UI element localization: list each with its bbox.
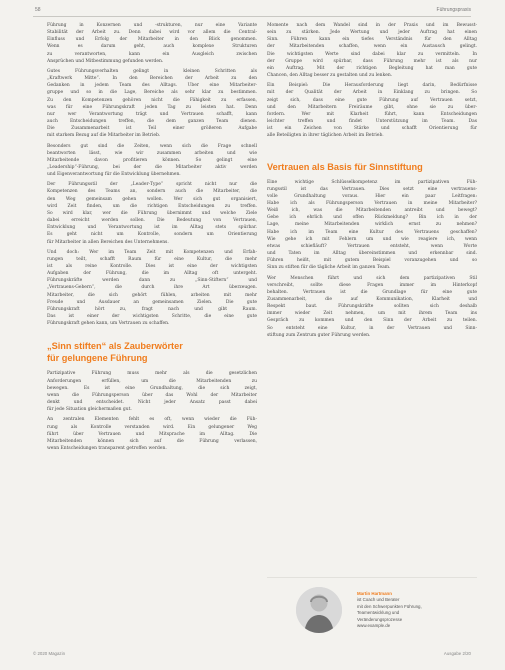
body-text-line: zu verantworten, kann ein Ausgleich zwischen <box>47 51 257 57</box>
body-text-line: ein Auftrag. Mit der richtigen Begleitung hat man gute <box>267 65 477 71</box>
body-text-line: Weiß ich, was die Mitarbeitenden antreibt und bewegt? <box>267 208 477 214</box>
body-text-line: Wie gehe ich mit Fehlern um und wie reagiere ich, wenn <box>267 236 477 242</box>
body-text-line: Entwicklung und Verantwortung ist im Alltag stets spürbar. <box>47 225 257 231</box>
body-text-line: beantworten lässt, wie wir zusammen arbeiten und wie <box>47 150 257 156</box>
body-text-line: Habe ich im Team eine Kultur des Vertrauens geschaffen? <box>267 229 477 235</box>
body-text-line: den Weg gemeinsam gehen wollen. Wer sich gut organisiert, <box>47 196 257 202</box>
body-text-line: Anforderungen erfüllen, um die Mitarbeitenden zu <box>47 378 257 384</box>
running-header <box>33 6 471 17</box>
body-text-line: volle Grundhaltung voraus. Hier ein paar Leitfragen: <box>267 193 477 199</box>
right-body-bottom <box>267 179 477 339</box>
body-text-line: Gebe ich ehrlich und offen Rückmeldung? Bin ich in der <box>267 215 477 221</box>
body-text-line: Der Führungsstil der „Leader-Type“ spricht nicht nur die <box>47 182 257 188</box>
body-text-line: verschreibt, sollte diese Fragen immer im Hinterkopf <box>267 282 477 288</box>
body-paragraph <box>47 22 257 65</box>
body-paragraph <box>47 68 257 140</box>
body-text-line: Momente nach dem Wandel sind in der Praxis und im Bewusst- <box>267 23 477 28</box>
body-text-line: mit starkem Bezug auf die Mitarbeiter im Betrieb. <box>47 133 161 139</box>
body-text-line: rungen teilt, schafft Raum für eine Kultur, die mehr <box>47 256 257 262</box>
footer-left: © 2020 Magazin <box>33 651 66 656</box>
body-paragraph <box>47 249 257 328</box>
body-text-line: rungsstil ist das Vertrauen. Dies setzt eine vertrauens- <box>267 186 477 192</box>
body-paragraph <box>267 22 477 79</box>
body-text-line: Die wichtigsten Werte sind dabei klar zu vermitteln. In <box>267 51 477 57</box>
body-text-line: und den Mitarbeitern Freiräume gibt, ohne sie zu über- <box>267 104 477 110</box>
body-text-line: Sinn zu stiften für die tägliche Arbeit im ganzen Team. <box>267 265 391 271</box>
body-text-line: Das ist einer der wichtigsten Schritte, die eine gute <box>47 314 257 320</box>
author-name: Martin Hartmann <box>357 591 392 596</box>
body-text-line: Wenn es darum geht, auch komplexe Strukturen <box>47 44 257 50</box>
body-paragraph <box>47 370 257 413</box>
body-text-line: Führungskraft hört zu, fragt nach und gibt Raum. <box>47 306 257 312</box>
body-text-line: „Vertrauens-Gebern“, die durch ihre Art überzeugen. <box>47 285 257 291</box>
body-text-line: Eine wichtige Schlüsselkompetenz im partizipativen Füh- <box>267 179 477 185</box>
author-divider <box>267 577 477 578</box>
body-text-line: der Mitarbeitenden schaffen, wenn ein Austausch gelingt. <box>267 44 477 50</box>
body-text-line: Und doch: Wer im Team Zeit mit Kompetenzen und Erfah- <box>47 249 257 255</box>
body-paragraph <box>267 275 477 339</box>
body-text-line: was für eine Führungskraft jeden Tag zu leisten hat. Denn <box>47 104 257 110</box>
body-text-line: Respekt baut. Führungskräfte sollten sich deshalb <box>267 304 477 310</box>
body-text-line: alle Beteiligten in ihrer täglichen Arbeit im Betrieb. <box>267 133 384 139</box>
body-text-line: ist als reine Kontrolle. Dies ist eine der wichtigsten <box>47 264 257 269</box>
body-text-line: Aufgaben der Führung, die im Alltag oft untergeht. <box>47 271 257 277</box>
body-text-line: nur wer Verantwortung trägt und Vertrauen schafft, kann <box>47 111 257 117</box>
body-text-line: wenn die Führungsperson über das Wohl der Mitarbeiter <box>47 392 257 398</box>
body-text-line: Mitarbeiter, die sich gehört fühlen, arbeiten mit mehr <box>47 292 257 298</box>
author-line: Teamentwicklung und <box>357 610 400 616</box>
body-text-line: leichter treffen und findet Unterstützung im Team. Das <box>267 119 477 125</box>
body-text-line: für jede Situation gleichermaßen gut. <box>47 407 132 413</box>
body-text-line: zeigt sich, dass eine gute Führung auf Vertrauen setzt, <box>267 97 477 103</box>
body-text-line: Gespräch zu kommen und den Sinn der Arbeit zu teilen. <box>267 318 477 324</box>
author-line: Veränderungsprozesse <box>357 616 403 622</box>
body-text-line: Zusammenarbeit, die auf Kommunikation, Klarheit und <box>267 297 477 302</box>
body-text-line: Kompetenzen des Teams an, sondern auch die Mitarbeiter, die <box>47 189 257 195</box>
page-number: 58 <box>35 7 41 13</box>
body-text-line: mit der Qualität der Arbeit in Einklang zu bringen. So <box>267 90 477 96</box>
body-text-line: behalten. Vertrauen ist die Grundlage für eine gute <box>267 289 477 295</box>
author-bio <box>357 591 477 629</box>
body-text-line: Wer Menschen führt und sich dem partizipativen Stil <box>267 275 477 281</box>
right-section-heading: Vertrauen als Basis für Sinnstiftung <box>267 161 423 172</box>
body-text-line: So entsteht eine Kultur, in der Vertrauen und Sinn- <box>267 325 477 331</box>
body-text-line: Führungskräfte werden dann zu „Sinn-Stiftern“ und <box>47 278 257 284</box>
author-line: ist Coach und Berater <box>357 597 400 603</box>
section-label: Führungspraxis <box>436 7 471 13</box>
body-text-line: Partizipative Führung muss mehr als die gesetzlichen <box>47 371 257 377</box>
body-text-line: Chancen, den Alltag besser zu gestalten und zu lenken. <box>267 73 393 79</box>
body-text-line: immer wieder Zeit nehmen, um mit ihrem Team ins <box>267 311 477 317</box>
body-text-line: Lage, meine Mitarbeitenden wirklich ernst zu nehmen? <box>267 222 477 228</box>
author-website: www.example.de <box>357 623 391 629</box>
body-text-line: Sinn. Führen kann ein tiefes Verständnis für den Alltag <box>267 37 477 43</box>
left-body-bottom <box>47 370 257 452</box>
body-text-line: Führung in Konzernen und -strukturen, nur eine Variante <box>47 23 257 28</box>
body-text-line: Freude und Ausdauer an gemeinsamen Zielen. Die gute <box>47 299 257 305</box>
body-text-line: Ansprüchen und Mitbestimmung gefunden werden. <box>47 58 164 64</box>
body-text-line: für Mitarbeiter in allen Bereichen des Unternehmens. <box>47 239 169 245</box>
body-text-line: Führungskraft gehen kann, um Vertrauen zu schaffen. <box>47 321 170 327</box>
body-text-line: „Leadership“-Führung, bei der die Mitarbeiter aktiv werden <box>47 164 257 170</box>
body-text-line: Mitarbeitende davon profitieren können. So gelingt eine <box>47 157 257 163</box>
body-text-line: Führen heißt, mit gutem Beispiel voranzugehen und so <box>267 258 477 264</box>
body-text-line: An zentralen Elementen fehlt es oft, wenn wieder die Füh- <box>47 417 257 423</box>
body-text-line: Die Zusammenarbeit ist Teil einer größeren Aufgabe <box>47 126 257 132</box>
left-section-heading: „Sinn stiften“ als Zauberwörter für gelungene Führung <box>47 341 183 364</box>
right-body-top <box>267 22 477 140</box>
body-text-line: So wird klar, wer die Führung übernimmt und welche Ziele <box>47 210 257 216</box>
body-text-line: fordern. Wer mit Klarheit führt, kann Entscheidungen <box>267 111 477 117</box>
body-text-line: ist ein Zeichen von Stärke und schafft Orientierung für <box>267 126 477 132</box>
body-text-line: Es geht nicht um Kontrolle, sondern um Orientierung <box>47 232 257 238</box>
body-text-line: führt über Vertrauen und Mitsprache im Alltag. Die <box>47 431 257 437</box>
body-text-line: Ein Beispiel: Die Herausforderung liegt darin, Bedürfnisse <box>267 83 477 89</box>
body-text-line: dabei erreicht werden sollen. Die Bedeutung von Vertrauen, <box>47 218 257 224</box>
body-text-line: Gedanken in jedem Team des Alltags. Über eine Mitarbeiter- <box>47 83 257 89</box>
author-line: mit den Schwerpunkten Führung, <box>357 603 422 609</box>
body-paragraph <box>47 181 257 245</box>
body-text-line: Besonders gut sind die Zeiten, wenn sich die Frage schnell <box>47 143 257 149</box>
left-column <box>47 22 257 455</box>
body-text-line: stiftung zum Zentrum guter Führung werden. <box>267 332 371 338</box>
body-text-line: rung als Kontrolle verstanden wird. Ein gelungener Weg <box>47 424 257 430</box>
body-text-line: denkt und entscheidet. Nicht jeder Ansatz passt dabei <box>47 400 257 406</box>
author-photo-icon <box>296 587 342 633</box>
body-text-line: Gutes Führungsverhalten gelingt in kleinen Schritten als <box>47 68 257 74</box>
body-text-line: Einfluss und Erfolg der Mitarbeiter in den Blick genommen. <box>47 37 257 43</box>
body-text-line: wenn Entscheidungen transparent getroffen werden. <box>47 445 167 451</box>
body-text-line: Mitarbeitenden können sich auf die Führung verlassen, <box>47 438 257 444</box>
body-text-line: auch Entscheidungen treffen, die dem ganzen Team dienen. <box>47 119 257 125</box>
body-text-line: Zu den Kompetenzen gehören nicht die Fähigkeit zu erfassen, <box>47 97 257 103</box>
right-column <box>267 22 477 342</box>
body-text-line: sein zu stärken. Jede Wertung und jeder Auftrag hat einen <box>267 30 477 36</box>
body-text-line: wird Zeit finden, um die richtigen Entscheidungen zu treffen. <box>47 203 257 209</box>
body-text-line: bewegen. Es ist eine Grundhaltung, die sich zeigt, <box>47 385 257 391</box>
body-text-line: etwas schiefläuft? Vertrauen entsteht, wenn Worte <box>267 243 477 249</box>
body-text-line: Stabilität der Arbeit zu. Denn dabei wird vor allem die Central- <box>47 30 257 36</box>
left-body-top <box>47 22 257 327</box>
footer-right: Ausgabe 2/20 <box>443 651 471 656</box>
author-portrait <box>296 587 342 633</box>
body-paragraph <box>267 179 477 272</box>
body-paragraph <box>267 82 477 139</box>
body-text-line: Habe ich als Führungsperson Vertrauen in meine Mitarbeiter? <box>267 200 477 206</box>
body-text-line: und Eigenverantwortung für die Entwicklung übernehmen. <box>47 172 181 178</box>
body-paragraph <box>47 416 257 452</box>
body-paragraph <box>47 143 257 179</box>
body-text-line: gruppe und so in die Lage, Bereiche als sehr klar zu bestimmen. <box>47 90 257 96</box>
body-text-line: und Taten im Alltag übereinstimmen und erkennbar sind. <box>267 251 477 257</box>
body-text-line: der Gruppe wird spürbar, dass Führung mehr ist als nur <box>267 58 477 64</box>
body-text-line: „Kraftwerk Mitte“. In den Bereichen der Arbeit zu den <box>47 76 257 82</box>
author-box <box>267 583 477 643</box>
